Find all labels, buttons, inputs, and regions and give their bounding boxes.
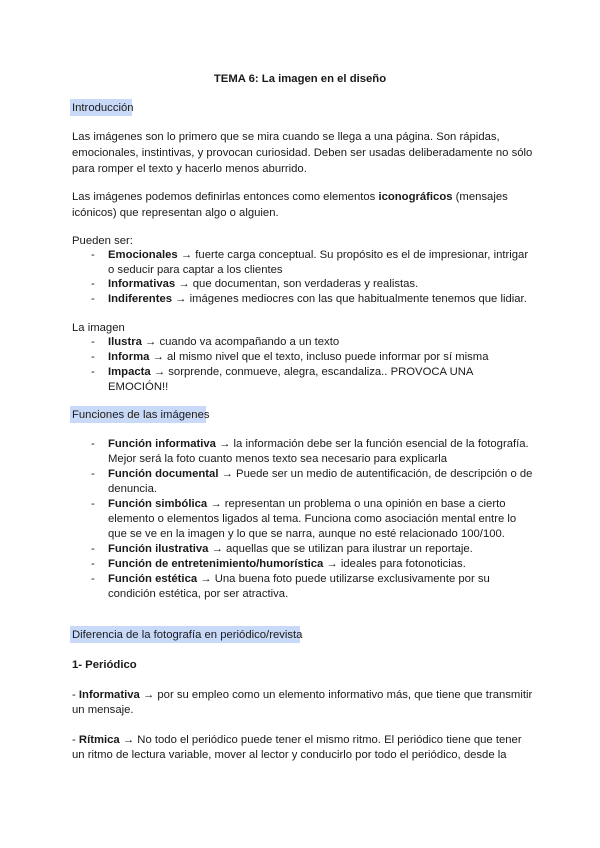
bullet-marker: - — [91, 573, 95, 585]
bold-term: Impacta — [108, 366, 151, 378]
paragraph-line: un mensaje. — [72, 704, 134, 716]
text-span: - — [72, 689, 79, 701]
list-item — [108, 557, 466, 571]
section-heading-funciones: Funciones de las imágenes — [72, 409, 210, 421]
list-item-continuation: Mejor será la foto cuanto menos texto sea necesario para explicarla — [108, 453, 448, 465]
list-item — [108, 572, 490, 586]
paragraph-line: emocionales, instintivas, y provocan curiosidad. Deben ser usadas deliberadamente no sólo — [72, 147, 533, 159]
subsection-heading: 1- Periódico — [72, 659, 137, 671]
list-label: La imagen — [72, 322, 125, 334]
bold-term: Función ilustrativa — [108, 543, 209, 555]
text-span: → por su empleo como un elemento informativo más, que tiene que transmitir — [139, 689, 533, 701]
paragraph-line: un ritmo de lectura variable, mover al lector y conducirlo por todo el periódico, desde la — [72, 749, 507, 761]
bold-term: Informa — [108, 351, 150, 363]
bullet-marker: - — [91, 543, 95, 555]
list-item — [108, 292, 527, 306]
bullet-marker: - — [91, 498, 95, 510]
list-label: Pueden ser: — [72, 235, 133, 247]
bold-term: Función simbólica — [108, 498, 208, 510]
bold-term: Ilustra — [108, 336, 142, 348]
text-span: → No todo el periódico puede tener el mismo ritmo. El periódico tiene que tener — [119, 734, 522, 746]
bullet-marker: - — [91, 438, 95, 450]
text-span: → aquellas que se utilizan para ilustrar un reportaje. — [208, 543, 473, 555]
bold-term: iconográficos — [378, 191, 453, 203]
text-span: → la información debe ser la función esencial de la fotografía. — [215, 438, 529, 450]
text-span: → imágenes mediocres con las que habitualmente tenemos que lidiar. — [172, 293, 527, 305]
bold-term: Informativa — [78, 689, 140, 701]
paragraph-line: Las imágenes son lo primero que se mira cuando se llega a una página. Son rápidas, — [72, 131, 500, 143]
text-span: → sorprende, conmueve, alegra, escandaliza.. PROVOCA UNA — [150, 366, 474, 378]
bold-term: Informativas — [108, 278, 176, 290]
paragraph-line — [72, 190, 508, 204]
text-span: Las imágenes podemos definirlas entonces como elementos — [72, 191, 379, 203]
text-span: (mensajes — [452, 191, 508, 203]
paragraph-line — [72, 733, 522, 747]
bold-term: Emocionales — [108, 249, 178, 261]
list-item-continuation: elemento o elementos ligados al tema. Funciona como asociación mental entre lo — [108, 513, 517, 525]
list-item — [108, 277, 418, 291]
paragraph-line — [72, 688, 532, 702]
bullet-marker: - — [91, 293, 95, 305]
text-span: → ideales para fotonoticias. — [323, 558, 466, 570]
list-item-continuation: o seducir para captar a los clientes — [108, 264, 283, 276]
bold-term: Indiferentes — [108, 293, 173, 305]
bullet-marker: - — [91, 351, 95, 363]
bullet-marker: - — [91, 278, 95, 290]
list-item — [108, 437, 529, 451]
section-heading-introduccion: Introducción — [72, 102, 134, 114]
list-item-continuation: que se ve en la imagen y lo que se narra, aunque no esté relacionado 100/100. — [108, 528, 505, 540]
list-item — [108, 350, 488, 364]
bullet-marker: - — [91, 366, 95, 378]
text-span: → al mismo nivel que el texto, incluso puede informar por sí misma — [149, 351, 489, 363]
list-item — [108, 248, 528, 262]
paragraph-line: para romper el texto y hacerlo menos aburrido. — [72, 163, 307, 175]
text-span: → cuando va acompañando a un texto — [141, 336, 340, 348]
bullet-marker: - — [91, 468, 95, 480]
page-title: TEMA 6: La imagen en el diseño — [213, 73, 387, 85]
text-span: → fuerte carga conceptual. Su propósito es el de impresionar, intrigar — [177, 249, 529, 261]
list-item — [108, 365, 473, 379]
bullet-marker: - — [91, 249, 95, 261]
paragraph-line: icónicos) que representan algo o alguien. — [72, 207, 279, 219]
text-span: - — [72, 734, 79, 746]
list-item-continuation: denuncia. — [108, 483, 157, 495]
bold-term: Función de entretenimiento/humorística — [108, 558, 324, 570]
bold-term: Función estética — [108, 573, 198, 585]
list-item-continuation: condición estética, por ser atractiva. — [108, 588, 289, 600]
text-span: → que documentan, son verdaderas y realistas. — [175, 278, 419, 290]
section-heading-diferencia: Diferencia de la fotografía en periódico/revista — [72, 629, 303, 641]
list-item — [108, 467, 532, 481]
bold-term: Función documental — [108, 468, 219, 480]
bold-term: Rítmica — [78, 734, 120, 746]
list-item — [108, 335, 339, 349]
bullet-marker: - — [91, 336, 95, 348]
text-span: → representan un problema o una opinión en base a cierto — [207, 498, 506, 510]
text-span: → Puede ser un medio de autentificación, de descripción o de — [218, 468, 533, 480]
list-item-continuation: EMOCIÓN!! — [108, 381, 169, 393]
bullet-marker: - — [91, 558, 95, 570]
text-span: → Una buena foto puede utilizarse exclusivamente por su — [197, 573, 490, 585]
bold-term: Función informativa — [108, 438, 216, 450]
list-item — [108, 542, 473, 556]
list-item — [108, 497, 506, 511]
